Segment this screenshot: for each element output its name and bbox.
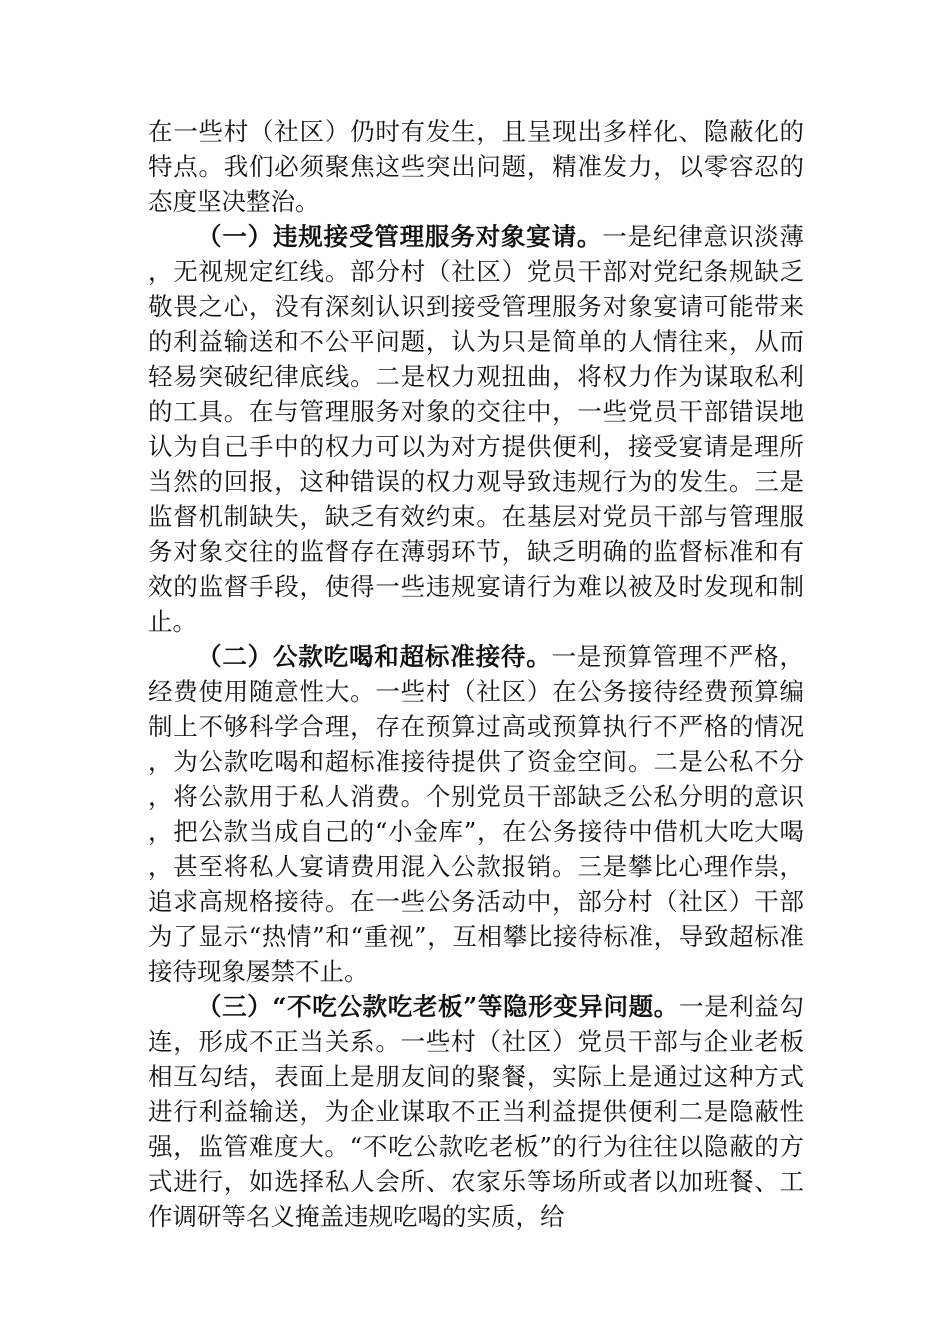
paragraph-section-1 — [148, 219, 804, 639]
section-heading: （三）“不吃公款吃老板”等隐形变异问题。 — [197, 992, 679, 1021]
paragraph-text: 一是纪律意识淡薄，无视规定红线。部分村（社区）党员干部对党纪条规缺乏敬畏之心，没有深刻认识到接受管理服务对象宴请可能带来的利益输送和不公平问题，认为只是简单的人情往来，从而轻易突破纪律底线。二是权力观扭曲，将权力作为谋取私利的工具。在与管理服务对象的交往中，一些党员干部错误地认为自己手中的权力可以为对方提供便利，接受宴请是理所当然的回报，这种错误的权力观导致违规行为的发生。三是监督机制缺失，缺乏有效约束。在基层对党员干部与管理服务对象交往的监督存在薄弱环节，缺乏明确的监督标准和有效的监督手段，使得一些违规宴请行为难以被及时发现和制止。 — [148, 222, 805, 636]
section-heading: （二）公款吃喝和超标准接待。 — [197, 642, 552, 671]
paragraph-section-2 — [148, 639, 804, 989]
paragraph-intro — [148, 114, 804, 219]
paragraph-text: 一是利益勾连，形成不正当关系。一些村（社区）党员干部与企业老板相互勾结，表面上是朋友间的聚餐，实际上是通过这种方式进行利益输送，为企业谋取不正当利益提供便利二是隐蔽性强，监管难度大。“不吃公款吃老板”的行为往往以隐蔽的方式进行，如选择私人会所、农家乐等场所或者以加班餐、工作调研等名义掩盖违规吃喝的实质，给 — [148, 992, 805, 1231]
section-heading: （一）违规接受管理服务对象宴请。 — [197, 222, 603, 251]
paragraph-section-3 — [148, 989, 804, 1234]
paragraph-text: 一是预算管理不严格，经费使用随意性大。一些村（社区）在公务接待经费预算编制上不够科学合理，存在预算过高或预算执行不严格的情况，为公款吃喝和超标准接待提供了资金空间。二是公私不分，将公款用于私人消费。个别党员干部缺乏公私分明的意识，把公款当成自己的“小金库”，在公务接待中借机大吃大喝，甚至将私人宴请费用混入公款报销。三是攀比心理作祟，追求高规格接待。在一些公务活动中，部分村（社区）干部为了显示“热情”和“重视”，互相攀比接待标准，导致超标准接待现象屡禁不止。 — [148, 642, 805, 986]
paragraph-text: 在一些村（社区）仍时有发生，且呈现出多样化、隐蔽化的特点。我们必须聚焦这些突出问题，精准发力，以零容忍的态度坚决整治。 — [148, 117, 804, 216]
document-body — [148, 114, 804, 1234]
